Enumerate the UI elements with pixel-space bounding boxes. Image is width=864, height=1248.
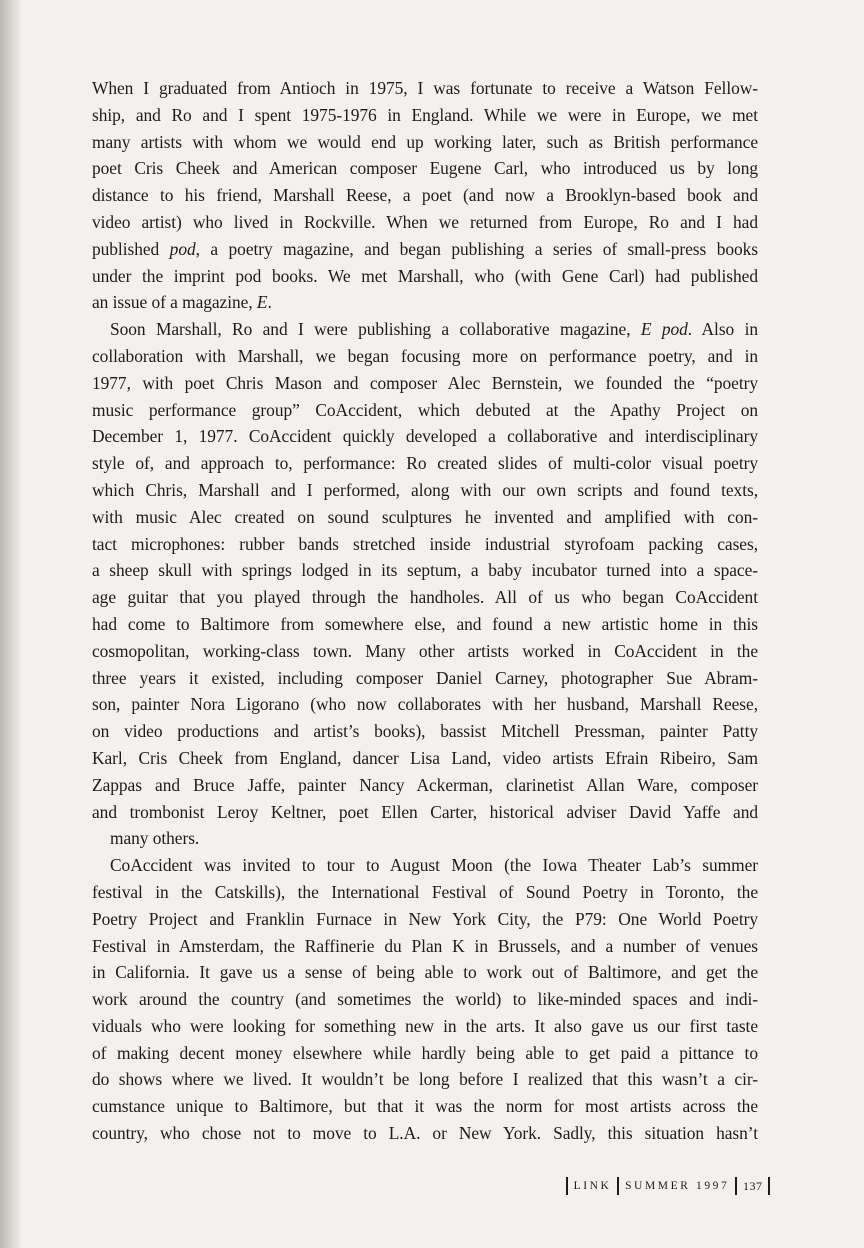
footer-divider [617, 1177, 619, 1195]
page-number: 137 [742, 1178, 763, 1193]
paragraph-3 [92, 852, 758, 1147]
text-line: Karl, Cris Cheek from England, dancer Lisa Land, video artists Efrain Ribeiro, Sam [92, 747, 758, 768]
text-line: do shows where we lived. It wouldn’t be long before I realized that this wasn’t a cir- [92, 1069, 758, 1090]
text-line [92, 236, 758, 263]
text-line: style of, and approach to, performance: Ro created slides of multi-color visual poetry [92, 453, 758, 474]
text-line: When I graduated from Antioch in 1975, I was fortunate to receive a Watson Fellow- [92, 78, 758, 98]
text-line: music performance group” CoAccident, which debuted at the Apathy Project on [92, 399, 758, 420]
text-run: an issue of a magazine, [92, 292, 257, 313]
text-run: published [92, 238, 170, 259]
text-line: collaboration with Marshall, we began focusing more on performance poetry, and in [92, 345, 758, 366]
magazine-title-pod: pod [169, 238, 196, 259]
footer-journal-name: LINK [573, 1180, 612, 1192]
text-line: and trombonist Leroy Keltner, poet Ellen Carter, historical adviser David Yaffe and [92, 801, 758, 822]
text-line: a sheep skull with springs lodged in its septum, a baby incubator turned into a space- [92, 560, 758, 581]
text-line: video artist) who lived in Rockville. When we returned from Europe, Ro and I had [92, 211, 758, 232]
text-line [92, 316, 758, 343]
text-line: many artists with whom we would end up working later, such as British performance [92, 131, 758, 152]
page-body [92, 75, 758, 1147]
text-line: work around the country (and sometimes the world) to like-minded spaces and indi- [92, 989, 758, 1010]
text-line: ship, and Ro and I spent 1975-1976 in England. While we were in Europe, we met [92, 104, 758, 125]
footer-issue: SUMMER 1997 [625, 1180, 730, 1192]
text-line: CoAccident was invited to tour to August Moon (the Iowa Theater Lab’s summer [110, 855, 758, 876]
magazine-title-e-pod: E pod [640, 319, 688, 340]
text-line: cumstance unique to Baltimore, but that it was the norm for most artists across the [92, 1096, 758, 1117]
magazine-title-e: E [256, 292, 268, 313]
text-line: 1977, with poet Chris Mason and composer Alec Bernstein, we founded the “poetry [92, 372, 758, 393]
text-line: son, painter Nora Ligorano (who now collaborates with her husband, Marshall Reese, [92, 694, 758, 715]
text-line: cosmopolitan, working-class town. Many other artists worked in CoAccident in the [92, 640, 758, 661]
text-line: on video productions and artist’s books), bassist Mitchell Pressman, painter Patty [92, 721, 758, 742]
paragraph-2 [92, 316, 758, 852]
footer-divider [735, 1177, 737, 1195]
book-gutter-shadow [0, 0, 22, 1248]
text-run: Soon Marshall, Ro and I were publishing a collaborative magazine, [110, 319, 641, 340]
text-line: in California. It gave us a sense of being able to work out of Baltimore, and get the [92, 962, 758, 983]
text-line: December 1, 1977. CoAccident quickly developed a collaborative and interdisciplinary [92, 426, 758, 447]
text-line: age guitar that you played through the handholes. All of us who began CoAccident [92, 587, 758, 608]
text-line: country, who chose not to move to L.A. or New York. Sadly, this situation hasn’t [92, 1123, 758, 1144]
text-line: had come to Baltimore from somewhere else, and found a new artistic home in this [92, 613, 758, 634]
running-footer [560, 1176, 776, 1196]
text-line: Poetry Project and Franklin Furnace in New York City, the P79: One World Poetry [92, 908, 758, 929]
footer-divider [768, 1177, 770, 1195]
text-line: poet Cris Cheek and American composer Eugene Carl, who introduced us by long [92, 158, 758, 179]
text-line: Festival in Amsterdam, the Raffinerie du Plan K in Brussels, and a number of venues [92, 935, 758, 956]
text-line: three years it existed, including composer Daniel Carney, photographer Sue Abram- [92, 667, 758, 688]
text-line: distance to his friend, Marshall Reese, a poet (and now a Brooklyn-based book and [92, 185, 758, 206]
text-line: with music Alec created on sound sculptures he invented and amplified with con- [92, 506, 758, 527]
text-run: , a poetry magazine, and began publishing a series of small-press books [195, 238, 758, 259]
text-line: under the imprint pod books. We met Marshall, who (with Gene Carl) had published [92, 265, 758, 286]
footer-divider [566, 1177, 568, 1195]
text-line: Zappas and Bruce Jaffe, painter Nancy Ackerman, clarinetist Allan Ware, composer [92, 774, 758, 795]
paragraph-1 [92, 75, 758, 316]
text-run: . Also in [687, 319, 758, 340]
text-line: many others. [110, 828, 200, 849]
text-run: . [267, 292, 272, 313]
text-line: tact microphones: rubber bands stretched inside industrial styrofoam packing cases, [92, 533, 758, 554]
text-line: which Chris, Marshall and I performed, along with our own scripts and found texts, [92, 479, 758, 500]
text-line: viduals who were looking for something new in the arts. It also gave us our first taste [92, 1015, 758, 1036]
text-line: of making decent money elsewhere while hardly being able to get paid a pittance to [92, 1042, 758, 1063]
text-line [92, 289, 758, 316]
text-line: festival in the Catskills), the International Festival of Sound Poetry in Toronto, the [92, 881, 758, 902]
